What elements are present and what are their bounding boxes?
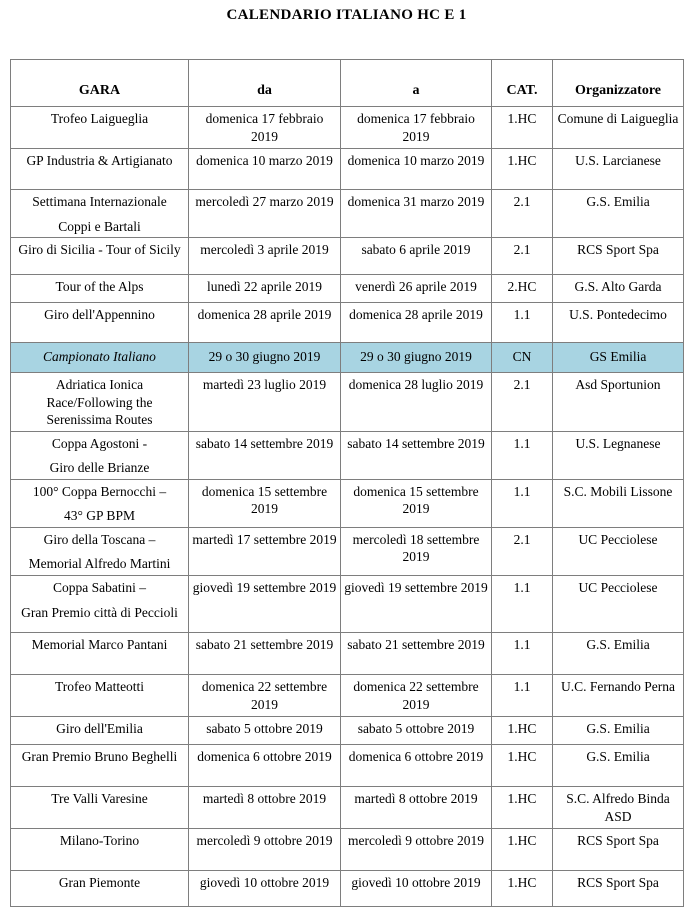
cell-text: 1.1 xyxy=(513,637,531,653)
cell-text: giovedì 10 ottobre 2019 xyxy=(199,875,330,891)
cell-text: RCS Sport Spa xyxy=(577,242,659,258)
cell-da xyxy=(189,303,341,343)
cell-gara xyxy=(11,829,189,871)
cell-text: Giro dell'Appennino xyxy=(44,307,155,323)
cell-a xyxy=(341,717,492,745)
cell-text: domenica 28 aprile 2019 xyxy=(197,307,332,323)
cell-gara xyxy=(11,479,189,527)
cell-text: 1.HC xyxy=(507,153,537,168)
cell-org xyxy=(553,190,684,238)
cell-text: giovedì 19 settembre 2019 xyxy=(344,580,488,596)
cell-text: 1.HC xyxy=(507,111,537,126)
cell-text: domenica 6 ottobre 2019 xyxy=(197,749,332,765)
cell-text: domenica 17 febbraio 2019 xyxy=(357,111,475,144)
cell-text: mercoledì 3 aprile 2019 xyxy=(200,242,329,258)
cell-text: domenica 28 luglio 2019 xyxy=(348,377,484,393)
cell-a xyxy=(341,190,492,238)
cell-a xyxy=(341,576,492,633)
cell-text: Comune di Laigueglia xyxy=(557,111,679,126)
cell-gara xyxy=(11,343,189,373)
cell-da xyxy=(189,479,341,527)
cell-cat xyxy=(492,431,553,479)
cell-text: GS Emilia xyxy=(589,349,647,365)
cell-org xyxy=(553,787,684,829)
cell-a xyxy=(341,675,492,717)
cell-text: domenica 6 ottobre 2019 xyxy=(348,749,484,765)
cell-gara xyxy=(11,745,189,787)
cell-text: martedì 23 luglio 2019 xyxy=(202,377,327,393)
cell-text: U.S. Pontedecimo xyxy=(569,307,667,323)
cell-cat xyxy=(492,107,553,149)
cell-text: Giro di Sicilia - Tour of Sicily xyxy=(18,242,181,258)
cell-text: 1.HC xyxy=(507,791,537,807)
cell-a xyxy=(341,829,492,871)
cell-a xyxy=(341,633,492,675)
cell-org xyxy=(553,717,684,745)
table-row xyxy=(11,717,684,745)
cell-text: mercoledì 9 ottobre 2019 xyxy=(347,833,485,849)
cell-org xyxy=(553,675,684,717)
cell-text: 1.1 xyxy=(513,307,531,323)
cell-cat xyxy=(492,745,553,787)
cell-org xyxy=(553,303,684,343)
cell-text: 1.1 xyxy=(513,435,531,451)
cell-org xyxy=(553,479,684,527)
cell-da xyxy=(189,717,341,745)
cell-org xyxy=(553,431,684,479)
cell-text: 1.1 xyxy=(513,483,531,499)
cell-a xyxy=(341,303,492,343)
cell-text: S.C. Mobili Lissone xyxy=(563,483,673,499)
cell-text: mercoledì 9 ottobre 2019 xyxy=(196,833,333,849)
cell-text: U.C. Fernando Perna xyxy=(561,679,675,695)
cell-text: sabato 5 ottobre 2019 xyxy=(206,721,323,737)
cell-cat xyxy=(492,675,553,717)
cell-cat xyxy=(492,303,553,343)
cell-gara xyxy=(11,373,189,432)
table-row xyxy=(11,149,684,190)
table-row xyxy=(11,431,684,479)
cell-a xyxy=(341,149,492,190)
cell-a xyxy=(341,343,492,373)
cell-text: domenica 17 febbraio 2019 xyxy=(205,111,324,144)
table-row xyxy=(11,343,684,373)
cell-text: domenica 15 settembre 2019 xyxy=(353,483,479,517)
cell-da xyxy=(189,431,341,479)
cell-text: GP Industria & Artigianato xyxy=(26,153,173,168)
cell-gara xyxy=(11,717,189,745)
cell-text: UC Pecciolese xyxy=(578,580,658,596)
cell-text: giovedì 10 ottobre 2019 xyxy=(351,875,481,891)
cell-text: mercoledì 18 settembre 2019 xyxy=(352,531,480,565)
cell-da xyxy=(189,190,341,238)
cell-da xyxy=(189,527,341,575)
column-header-da: da xyxy=(189,60,341,107)
table-header xyxy=(11,60,684,107)
column-header-cat: CAT. xyxy=(492,60,553,107)
cell-text: Asd Sportunion xyxy=(575,377,661,393)
cell-text: Adriatica Ionica Race/Following the Serenissima Routes xyxy=(46,377,153,428)
cell-gara xyxy=(11,238,189,275)
header-row xyxy=(11,60,684,107)
cell-text: Giro della Toscana – xyxy=(43,531,156,547)
cell-text: Milano-Torino xyxy=(59,833,140,849)
cell-org xyxy=(553,745,684,787)
cell-text: Trofeo Matteotti xyxy=(54,679,145,695)
cell-da xyxy=(189,275,341,303)
cell-text: G.S. Emilia xyxy=(586,637,650,653)
cell-gara xyxy=(11,107,189,149)
cell-text: domenica 15 settembre 2019 xyxy=(201,483,328,517)
column-header-org: Organizzatore xyxy=(553,60,684,107)
cell-text: Settimana Internazionale xyxy=(32,194,167,209)
cell-text: sabato 14 settembre 2019 xyxy=(195,435,334,451)
cell-da xyxy=(189,107,341,149)
column-header-a: a xyxy=(341,60,492,107)
cell-text: 43° GP BPM xyxy=(64,508,135,524)
cell-a xyxy=(341,373,492,432)
cell-text: G.S. Emilia xyxy=(586,194,650,209)
cell-text: sabato 6 aprile 2019 xyxy=(361,242,471,258)
cell-text: martedì 17 settembre 2019 xyxy=(192,531,337,547)
cell-org xyxy=(553,633,684,675)
cell-da xyxy=(189,343,341,373)
cell-gara xyxy=(11,675,189,717)
cell-text: 1.HC xyxy=(507,875,537,891)
cell-text: 29 o 30 giugno 2019 xyxy=(360,349,472,365)
cell-a xyxy=(341,527,492,575)
cell-text: 1.1 xyxy=(513,679,531,695)
table-row xyxy=(11,107,684,149)
cell-text: Tre Valli Varesine xyxy=(51,791,148,807)
cell-a xyxy=(341,787,492,829)
cell-cat xyxy=(492,149,553,190)
cell-text: sabato 14 settembre 2019 xyxy=(347,435,485,451)
page-title: CALENDARIO ITALIANO HC E 1 xyxy=(226,7,467,23)
cell-text: giovedì 19 settembre 2019 xyxy=(192,580,337,596)
cell-text: 1.HC xyxy=(507,721,537,737)
cell-cat xyxy=(492,373,553,432)
table-row xyxy=(11,787,684,829)
cell-text: domenica 22 settembre 2019 xyxy=(201,679,328,712)
cell-text: RCS Sport Spa xyxy=(577,833,659,849)
cell-da xyxy=(189,871,341,907)
cell-text: 2.1 xyxy=(513,377,531,393)
cell-text: Memorial Alfredo Martini xyxy=(28,556,171,572)
cell-gara xyxy=(11,787,189,829)
cell-text: G.S. Emilia xyxy=(586,749,650,765)
cell-text: 1.1 xyxy=(513,580,531,596)
cell-cat xyxy=(492,527,553,575)
cell-org xyxy=(553,829,684,871)
cell-cat xyxy=(492,787,553,829)
cell-gara xyxy=(11,871,189,907)
cell-text: sabato 21 settembre 2019 xyxy=(195,637,334,653)
cell-da xyxy=(189,576,341,633)
cell-text: 2.1 xyxy=(513,194,531,209)
cell-text: Giro delle Brianze xyxy=(49,460,150,476)
cell-cat xyxy=(492,343,553,373)
cell-text: sabato 5 ottobre 2019 xyxy=(357,721,475,737)
cell-a xyxy=(341,871,492,907)
table-row xyxy=(11,633,684,675)
cell-text: Tour of the Alps xyxy=(55,279,144,295)
cell-text: Gran Premio città di Peccioli xyxy=(21,604,178,620)
cell-da xyxy=(189,675,341,717)
cell-da xyxy=(189,745,341,787)
cell-text: 2.1 xyxy=(513,242,531,258)
cell-a xyxy=(341,107,492,149)
cell-text: martedì 8 ottobre 2019 xyxy=(202,791,327,807)
cell-da xyxy=(189,149,341,190)
cell-text: Memorial Marco Pantani xyxy=(31,637,168,653)
cell-text: mercoledì 27 marzo 2019 xyxy=(195,194,334,209)
cell-org xyxy=(553,373,684,432)
cell-text: 100° Coppa Bernocchi – xyxy=(32,483,167,499)
table-row xyxy=(11,675,684,717)
cell-text: Campionato Italiano xyxy=(43,349,156,365)
cell-gara xyxy=(11,527,189,575)
cell-text: U.S. Legnanese xyxy=(575,435,661,451)
cell-text: lunedì 22 aprile 2019 xyxy=(206,279,323,295)
cell-text: 29 o 30 giugno 2019 xyxy=(208,349,321,365)
cell-org xyxy=(553,149,684,190)
cell-da xyxy=(189,829,341,871)
cell-text: domenica 22 settembre 2019 xyxy=(353,679,479,712)
cell-text: domenica 10 marzo 2019 xyxy=(196,153,333,168)
cell-org xyxy=(553,275,684,303)
table-row xyxy=(11,871,684,907)
cell-text: venerdì 26 aprile 2019 xyxy=(355,279,477,295)
cell-text: Coppa Sabatini – xyxy=(53,580,146,596)
cell-text: 2.1 xyxy=(513,531,531,547)
cell-a xyxy=(341,275,492,303)
cell-text: Coppa Agostoni - xyxy=(51,435,148,451)
cell-da xyxy=(189,633,341,675)
table-row xyxy=(11,576,684,633)
cell-text: U.S. Larcianese xyxy=(575,153,661,168)
cell-org xyxy=(553,343,684,373)
cell-cat xyxy=(492,717,553,745)
cell-text: G.S. Alto Garda xyxy=(574,279,662,295)
cell-cat xyxy=(492,275,553,303)
table-row xyxy=(11,745,684,787)
cell-text: Giro dell'Emilia xyxy=(56,721,143,737)
cell-text: G.S. Emilia xyxy=(586,721,650,737)
cell-gara xyxy=(11,633,189,675)
cell-text: CN xyxy=(512,349,532,365)
cell-org xyxy=(553,238,684,275)
cell-org xyxy=(553,871,684,907)
cell-a xyxy=(341,431,492,479)
cell-text: domenica 10 marzo 2019 xyxy=(347,153,485,168)
table-row xyxy=(11,527,684,575)
table-row xyxy=(11,238,684,275)
cell-text: RCS Sport Spa xyxy=(577,875,659,891)
cell-gara xyxy=(11,190,189,238)
cell-org xyxy=(553,107,684,149)
cell-org xyxy=(553,527,684,575)
cell-text: Coppi e Bartali xyxy=(58,218,141,234)
table-row xyxy=(11,303,684,343)
table-row xyxy=(11,275,684,303)
table-body xyxy=(11,107,684,907)
cell-cat xyxy=(492,238,553,275)
cell-cat xyxy=(492,871,553,907)
cell-a xyxy=(341,238,492,275)
column-header-gara: GARA xyxy=(11,60,189,107)
cell-text: UC Pecciolese xyxy=(578,531,658,547)
cell-a xyxy=(341,745,492,787)
cell-gara xyxy=(11,275,189,303)
cell-gara xyxy=(11,431,189,479)
cell-text: sabato 21 settembre 2019 xyxy=(347,637,485,653)
cell-text: domenica 28 aprile 2019 xyxy=(349,307,483,323)
cell-gara xyxy=(11,149,189,190)
cell-gara xyxy=(11,303,189,343)
cell-text: 1.HC xyxy=(507,833,537,849)
table-row xyxy=(11,829,684,871)
cell-text: 2.HC xyxy=(507,279,537,295)
cell-cat xyxy=(492,576,553,633)
cell-text: Trofeo Laigueglia xyxy=(50,111,149,126)
cell-da xyxy=(189,238,341,275)
cell-text: S.C. Alfredo Binda ASD xyxy=(566,791,670,824)
cell-text: martedì 8 ottobre 2019 xyxy=(354,791,478,807)
table-row xyxy=(11,190,684,238)
cell-text: 1.HC xyxy=(507,749,537,765)
cell-da xyxy=(189,373,341,432)
cell-text: domenica 31 marzo 2019 xyxy=(347,194,485,209)
cell-text: Gran Piemonte xyxy=(58,875,141,891)
cell-cat xyxy=(492,190,553,238)
cell-cat xyxy=(492,829,553,871)
cell-da xyxy=(189,787,341,829)
race-calendar-table xyxy=(10,59,684,907)
cell-a xyxy=(341,479,492,527)
cell-org xyxy=(553,576,684,633)
cell-text: Gran Premio Bruno Beghelli xyxy=(21,749,178,765)
cell-cat xyxy=(492,633,553,675)
table-row xyxy=(11,373,684,432)
table-row xyxy=(11,479,684,527)
cell-cat xyxy=(492,479,553,527)
cell-gara xyxy=(11,576,189,633)
